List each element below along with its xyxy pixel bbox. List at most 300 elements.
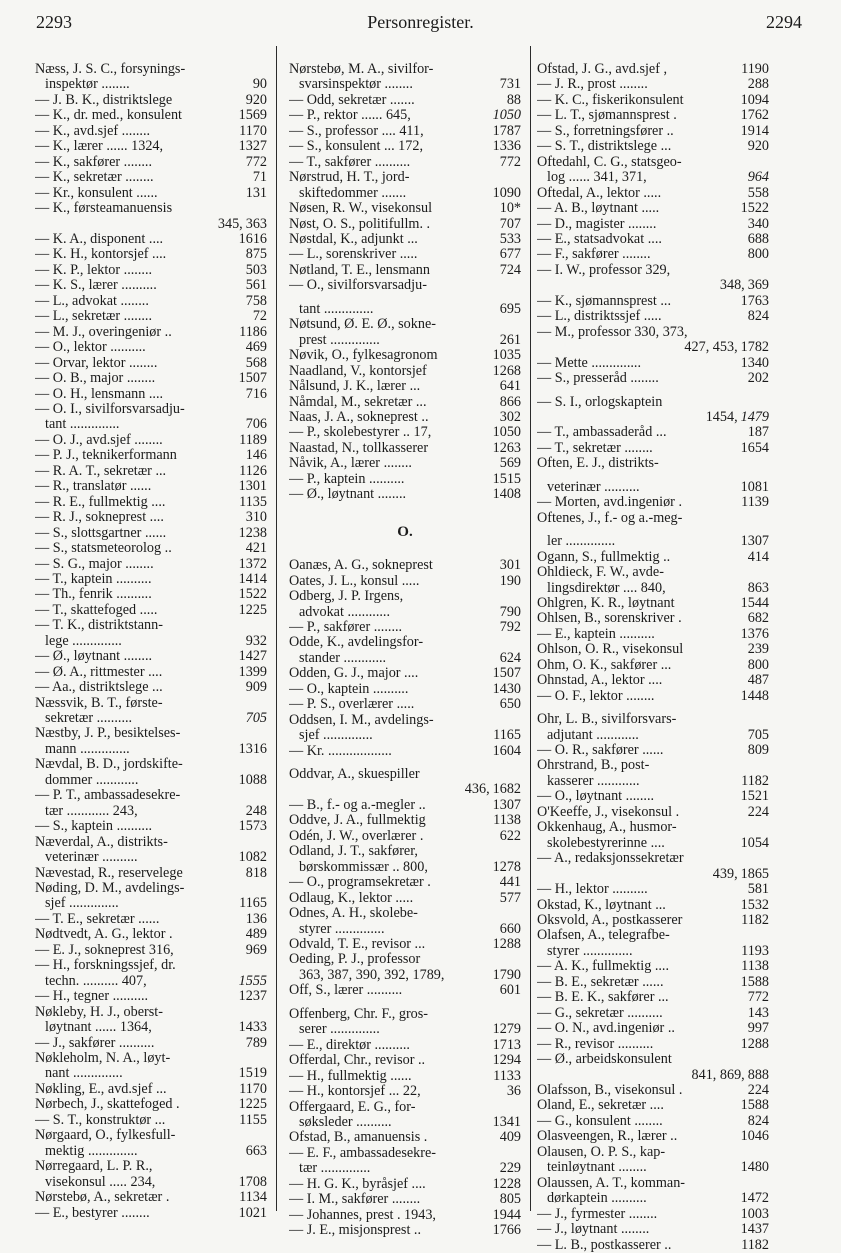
entry-text: mann .............. xyxy=(45,741,130,757)
entry-text: — T., sakfører .......... xyxy=(289,154,411,170)
register-entry xyxy=(289,1038,521,1053)
entry-text: — Aa., distriktslege ... xyxy=(35,680,163,696)
register-entry xyxy=(289,1069,521,1084)
entry-page-number: 650 xyxy=(499,696,521,713)
entry-page-number: 792 xyxy=(499,618,521,635)
entry-text: dørkaptein .......... xyxy=(547,1191,647,1207)
register-entry xyxy=(35,155,267,170)
entry-text: — E., kaptein .......... xyxy=(537,626,655,642)
register-column-1 xyxy=(35,62,267,1221)
entry-text: log ...... 341, 371, xyxy=(547,170,647,186)
register-entry xyxy=(537,340,769,355)
register-entry xyxy=(537,689,769,704)
register-entry xyxy=(289,952,521,967)
entry-text: — L., sorenskriver ..... xyxy=(289,247,418,263)
entry-page-number: 1573 xyxy=(238,818,267,835)
entry-text: — E., statsadvokat .... xyxy=(537,231,662,247)
register-entry xyxy=(35,773,267,788)
register-entry xyxy=(537,77,769,92)
entry-text: Offerdal, Chr., revisor .. xyxy=(289,1053,426,1069)
entry-page-number: 1316 xyxy=(238,740,267,757)
register-entry xyxy=(289,108,521,123)
entry-text: Nåmdal, M., sekretær ... xyxy=(289,394,427,410)
entry-text: styrer .............. xyxy=(547,943,633,959)
register-entry xyxy=(537,124,769,139)
register-entry xyxy=(35,1128,267,1143)
register-entry xyxy=(537,1037,769,1052)
entry-text: Nøstdal, K., adjunkt ... xyxy=(289,231,418,247)
entry-page-number: 1268 xyxy=(492,362,521,379)
register-entry xyxy=(35,1051,267,1066)
entry-text: — Th., fenrik .......... xyxy=(35,587,152,603)
register-entry xyxy=(35,402,267,417)
entry-text: — S. G., major ........ xyxy=(35,556,154,572)
entry-text: — H., tegner .......... xyxy=(35,989,149,1005)
entry-page-number: 1138 xyxy=(741,958,769,975)
entry-page-number: 239 xyxy=(747,641,769,658)
entry-text: — K., lærer ...... 1324, xyxy=(35,139,164,155)
entry-text: — M., professor 330, 373, xyxy=(537,324,688,340)
entry-page-number: 1138 xyxy=(493,812,521,829)
entry-page-number: 441 xyxy=(499,874,521,891)
register-entry xyxy=(35,680,267,695)
entry-text: Nørstebø, A., sekretær . xyxy=(35,1190,170,1206)
register-entry xyxy=(35,448,267,463)
entry-text: — P., skolebestyrer .. 17, xyxy=(289,425,432,441)
entry-page-number: 1507 xyxy=(492,665,521,682)
register-entry xyxy=(289,1100,521,1115)
entry-page-number: 1341 xyxy=(492,1114,521,1130)
entry-page-number: 724 xyxy=(499,261,521,278)
register-entry xyxy=(35,247,267,262)
entry-page-number: 1569 xyxy=(238,107,267,124)
entry-text: — S. T., distriktslege ... xyxy=(537,139,672,155)
entry-page-number: 1430 xyxy=(492,680,521,697)
register-entry xyxy=(537,913,769,928)
entry-text: — G., konsulent ........ xyxy=(537,1113,663,1129)
register-entry xyxy=(289,1007,521,1022)
register-entry xyxy=(537,1207,769,1222)
register-entry xyxy=(289,728,521,743)
entry-text: Odlaug, K., lektor ..... xyxy=(289,890,414,906)
entry-page-number: 1237 xyxy=(238,988,267,1005)
entry-text: — J. R., prost ........ xyxy=(537,77,648,93)
register-entry xyxy=(35,989,267,1004)
entry-text: — R. E., fullmektig .... xyxy=(35,494,166,510)
register-entry xyxy=(289,456,521,471)
register-entry xyxy=(35,634,267,649)
register-entry xyxy=(35,77,267,92)
entry-text: Nøkleholm, N. A., løyt- xyxy=(35,1051,171,1066)
register-entry xyxy=(537,658,769,673)
entry-text: — O. R., sakfører ...... xyxy=(537,743,664,759)
entry-page-number: 1865 xyxy=(740,865,769,882)
register-entry xyxy=(537,108,769,123)
entry-text: — A. K., fullmektig .... xyxy=(537,959,670,975)
register-entry xyxy=(289,317,521,332)
register-entry xyxy=(289,155,521,170)
entry-page-number: 677 xyxy=(499,246,521,263)
entry-text: Nøsen, R. W., visekonsul xyxy=(289,201,433,217)
entry-text: Nødtvedt, A. G., lektor . xyxy=(35,927,173,943)
entry-text: Oftedahl, C. G., statsgeo- xyxy=(537,154,682,170)
register-entry xyxy=(35,711,267,726)
entry-page-number: 288 xyxy=(747,76,769,93)
register-entry xyxy=(289,744,521,759)
register-entry xyxy=(537,1129,769,1144)
register-entry xyxy=(35,510,267,525)
register-entry xyxy=(289,395,521,410)
column-divider xyxy=(276,46,277,1211)
entry-page-number: 88 xyxy=(506,91,521,108)
register-entry xyxy=(537,356,769,371)
entry-text: — I. M., sakfører ........ xyxy=(289,1192,421,1208)
entry-text: — I. W., professor 329, xyxy=(537,262,671,278)
register-entry xyxy=(35,788,267,803)
entry-text: Odden, G. J., major .... xyxy=(289,666,419,682)
register-entry xyxy=(289,829,521,844)
entry-text: — S., konsulent ... 172, xyxy=(289,139,423,155)
page-title: Personregister. xyxy=(367,12,474,32)
register-entry xyxy=(289,379,521,394)
register-entry xyxy=(35,866,267,881)
register-entry xyxy=(35,1082,267,1097)
entry-page-number: 1126 xyxy=(239,462,267,479)
register-entry xyxy=(537,712,769,727)
entry-text: Olasveengen, R., lærer .. xyxy=(537,1129,678,1145)
register-entry xyxy=(289,217,521,232)
register-entry xyxy=(35,881,267,896)
register-entry xyxy=(537,495,769,510)
register-entry xyxy=(289,263,521,278)
entry-text: veterinær .......... xyxy=(547,479,640,495)
register-entry xyxy=(537,820,769,835)
register-entry xyxy=(35,757,267,772)
entry-page-number: 409 xyxy=(499,1129,521,1146)
entry-text: nant .............. xyxy=(45,1066,123,1082)
entry-text: — Ø., løytnant ........ xyxy=(289,487,407,503)
entry-text: Nøvik, O., fylkesagronom xyxy=(289,348,438,364)
entry-text: Odvald, T. E., revisor ... xyxy=(289,937,426,953)
entry-page-number: 414 xyxy=(747,548,769,565)
entry-text: — B. E. K., sakfører ... xyxy=(537,990,669,1006)
entry-page-number: 1588 xyxy=(740,1097,769,1114)
entry-text: sjef .............. xyxy=(299,728,373,744)
entry-page-number: 758 xyxy=(245,292,267,309)
entry-text: — F., sakfører ........ xyxy=(537,247,651,263)
register-entry xyxy=(537,774,769,789)
register-entry xyxy=(537,371,769,386)
register-entry xyxy=(537,1021,769,1036)
entry-page-number: 824 xyxy=(747,308,769,325)
register-entry xyxy=(289,186,521,201)
entry-text: — T., sekretær ........ xyxy=(537,440,653,456)
entry-text: Ofstad, J. G., avd.sjef , xyxy=(537,62,668,77)
register-entry xyxy=(289,441,521,456)
entry-text: Nævdal, B. D., jordskifte- xyxy=(35,757,183,773)
entry-text: Næverdal, A., distrikts- xyxy=(35,834,168,850)
register-entry xyxy=(289,410,521,425)
entry-text: Naadland, V., kontorsjef xyxy=(289,363,427,379)
register-entry xyxy=(35,1005,267,1020)
register-entry xyxy=(537,565,769,580)
entry-page-number: 1170 xyxy=(239,1080,267,1097)
entry-page-number: 224 xyxy=(747,1082,769,1098)
entry-page-number: 818 xyxy=(245,864,267,881)
register-entry xyxy=(289,1161,521,1176)
register-entry xyxy=(35,572,267,587)
register-entry xyxy=(289,124,521,139)
entry-page-number: 809 xyxy=(747,742,769,759)
entry-page-number: 369 xyxy=(747,277,769,294)
entry-text: — E., bestyrer ........ xyxy=(35,1205,150,1221)
entry-text: Nævestad, R., reservelege xyxy=(35,865,183,881)
entry-text: sjef .............. xyxy=(45,896,119,912)
entry-page-number: 1340 xyxy=(740,354,769,371)
register-entry xyxy=(35,294,267,309)
entry-page-number: 187 xyxy=(747,424,769,441)
entry-page-number: 1555 xyxy=(238,972,267,989)
entry-text: børskommissær .. 800, xyxy=(299,859,428,875)
entry-page-number: 1225 xyxy=(238,601,267,618)
entry-page-number: 731 xyxy=(499,76,521,93)
entry-page-number: 1522 xyxy=(740,200,769,217)
entry-text: Ohlsen, B., sorenskriver . xyxy=(537,611,682,627)
entry-text: — S. I., orlogskaptein xyxy=(537,394,663,410)
register-entry xyxy=(537,325,769,340)
entry-text: Odberg, J. P. Irgens, xyxy=(289,589,404,605)
entry-text: 345, xyxy=(217,216,243,232)
register-entry xyxy=(537,186,769,201)
register-entry xyxy=(537,789,769,804)
entry-page-number: 1708 xyxy=(238,1173,267,1190)
entry-text: Næssvik, B. T., første- xyxy=(35,695,163,711)
register-entry xyxy=(537,217,769,232)
entry-page-number: 1193 xyxy=(741,942,769,959)
entry-page-number: 601 xyxy=(499,982,521,999)
entry-page-number: 1170 xyxy=(239,122,267,139)
register-entry xyxy=(537,263,769,278)
entry-text: — H., fullmektig ...... xyxy=(289,1068,412,1084)
register-entry xyxy=(35,139,267,154)
entry-text: Ohnstad, A., lektor .... xyxy=(537,673,663,689)
register-entry xyxy=(35,958,267,973)
entry-text: svarsinspektør ........ xyxy=(299,77,413,93)
register-entry xyxy=(289,278,521,293)
register-entry xyxy=(35,726,267,741)
register-entry xyxy=(537,441,769,456)
entry-page-number: 72 xyxy=(252,308,267,325)
entry-text: mektig .............. xyxy=(45,1143,138,1159)
register-entry xyxy=(537,1238,769,1253)
entry-page-number: 302 xyxy=(499,408,521,425)
entry-page-number: 800 xyxy=(747,246,769,263)
register-entry xyxy=(537,1006,769,1021)
register-entry xyxy=(537,1191,769,1206)
register-entry xyxy=(35,93,267,108)
register-entry xyxy=(289,635,521,650)
register-entry xyxy=(35,1066,267,1081)
entry-text: Oeding, P. J., professor xyxy=(289,952,421,968)
register-entry xyxy=(289,860,521,875)
register-entry xyxy=(35,186,267,201)
entry-text: — O., sivilforsvarsadju- xyxy=(289,278,427,294)
entry-text: lingsdirektør .... 840, xyxy=(547,580,666,596)
entry-text: — K., sjømannsprest ... xyxy=(537,293,671,309)
entry-page-number: 1790 xyxy=(492,966,521,983)
entry-page-number: 1139 xyxy=(741,494,769,511)
entry-page-number: 1021 xyxy=(238,1204,267,1221)
entry-page-number: 1507 xyxy=(238,370,267,387)
entry-page-number: 1225 xyxy=(238,1096,267,1113)
entry-text: veterinær .......... xyxy=(45,850,138,866)
register-entry xyxy=(289,302,521,317)
register-entry xyxy=(537,805,769,820)
register-entry xyxy=(537,959,769,974)
entry-text: Off, S., lærer .......... xyxy=(289,983,403,999)
entry-page-number: 1336 xyxy=(492,138,521,155)
entry-page-number: 261 xyxy=(499,331,521,348)
entry-text: — K., dr. med., konsulent xyxy=(35,108,182,124)
entry-text: — R., translatør ...... xyxy=(35,479,152,495)
register-entry xyxy=(537,728,769,743)
entry-text: — R., revisor .......... xyxy=(537,1036,654,1052)
register-entry xyxy=(537,1222,769,1237)
entry-text: Ohr, L. B., sivilforsvars- xyxy=(537,712,677,728)
entry-text: — S., statsmeteorolog .. xyxy=(35,541,172,557)
entry-page-number: 569 xyxy=(499,455,521,472)
entry-text: Nåvik, A., lærer ........ xyxy=(289,456,412,472)
register-entry xyxy=(35,62,267,77)
entry-text: Olausen, O. P. S., kap- xyxy=(537,1144,666,1160)
register-entry xyxy=(35,201,267,216)
register-entry xyxy=(35,170,267,185)
register-entry xyxy=(35,356,267,371)
entry-text: — O., kaptein .......... xyxy=(289,681,409,697)
register-entry xyxy=(537,232,769,247)
entry-text: — O. F., lektor ........ xyxy=(537,688,655,704)
entry-text: Nørbech, J., skattefoged . xyxy=(35,1097,180,1113)
register-entry xyxy=(289,651,521,666)
register-entry xyxy=(537,62,769,77)
entry-text: styrer .............. xyxy=(299,921,385,937)
register-entry xyxy=(289,875,521,890)
register-entry xyxy=(289,1130,521,1145)
entry-text: stander ............ xyxy=(299,650,387,666)
entry-text: 1454, xyxy=(705,409,738,425)
entry-page-number: 969 xyxy=(245,941,267,958)
entry-page-number: 90 xyxy=(252,76,267,93)
register-entry xyxy=(537,867,769,882)
entry-page-number: 1437 xyxy=(740,1221,769,1238)
entry-text: ler .............. xyxy=(547,534,616,550)
register-entry xyxy=(35,124,267,139)
entry-page-number: 577 xyxy=(499,889,521,906)
entry-page-number: 1399 xyxy=(238,663,267,680)
entry-text: — H., kontorsjef ... 22, xyxy=(289,1084,421,1100)
register-entry xyxy=(537,480,769,495)
entry-page-number: 1190 xyxy=(741,61,769,77)
register-entry xyxy=(289,906,521,921)
entry-page-number: 1766 xyxy=(492,1222,521,1239)
register-entry xyxy=(537,410,769,425)
entry-page-number: 1165 xyxy=(493,727,521,744)
entry-page-number: 1189 xyxy=(239,431,267,448)
entry-page-number: 706 xyxy=(245,416,267,433)
entry-page-number: 1944 xyxy=(492,1206,521,1223)
entry-text: techn. .......... 407, xyxy=(45,973,147,989)
register-entry xyxy=(537,294,769,309)
entry-text: — K., sakfører ........ xyxy=(35,154,153,170)
entry-text: serer .............. xyxy=(299,1022,380,1038)
entry-text: — H., lektor .......... xyxy=(537,882,648,898)
entry-page-number: 707 xyxy=(499,215,521,232)
entry-page-number: 568 xyxy=(245,354,267,371)
entry-text: — P. T., ambassadesekre- xyxy=(35,788,181,804)
entry-text: Oland, E., sekretær .... xyxy=(537,1098,664,1114)
entry-page-number: 772 xyxy=(245,153,267,170)
entry-text: Ofstad, B., amanuensis . xyxy=(289,1130,428,1146)
register-entry xyxy=(35,1190,267,1205)
register-entry xyxy=(289,937,521,952)
register-entry xyxy=(289,1115,521,1130)
entry-page-number: 190 xyxy=(499,572,521,589)
entry-text: — O. J., avd.sjef ........ xyxy=(35,432,163,448)
entry-text: — A., redaksjonssekretær xyxy=(537,851,684,867)
entry-text: — K., avd.sjef ........ xyxy=(35,123,151,139)
entry-page-number: 248 xyxy=(245,802,267,819)
entry-text: — H., forskningssjef, dr. xyxy=(35,958,176,974)
register-entry xyxy=(537,511,769,526)
entry-page-number: 1279 xyxy=(492,1021,521,1038)
register-entry xyxy=(35,587,267,602)
register-entry xyxy=(289,767,521,782)
entry-text: — O., løytnant ........ xyxy=(537,789,655,805)
register-entry xyxy=(35,896,267,911)
register-entry xyxy=(537,155,769,170)
entry-text: — T., kaptein .......... xyxy=(35,571,152,587)
entry-page-number: 790 xyxy=(499,603,521,620)
section-letter: O. xyxy=(397,523,413,540)
entry-page-number: 1480 xyxy=(740,1159,769,1176)
entry-page-number: 1003 xyxy=(740,1205,769,1222)
entry-text: Naas, J. A., sokneprest .. xyxy=(289,409,429,425)
entry-text: — K. H., kontorsjef .... xyxy=(35,247,167,263)
entry-text: Nørregaard, L. P. R., xyxy=(35,1159,153,1175)
entry-text: — O., lektor .......... xyxy=(35,340,146,356)
register-entry xyxy=(289,682,521,697)
register-entry xyxy=(289,983,521,998)
entry-text: Næstby, J. P., besiktelses- xyxy=(35,726,181,742)
register-column-3 xyxy=(537,62,769,1253)
entry-text: inspektør ........ xyxy=(45,77,130,93)
register-entry xyxy=(537,758,769,773)
register-entry xyxy=(35,912,267,927)
entry-page-number: 695 xyxy=(499,300,521,317)
entry-page-number: 805 xyxy=(499,1191,521,1208)
entry-text: søksleder .......... xyxy=(299,1115,392,1130)
entry-text: Ohldieck, F. W., avde- xyxy=(537,565,664,581)
register-entry xyxy=(289,922,521,937)
entry-page-number: 1155 xyxy=(239,1111,267,1128)
entry-text: tær .............. xyxy=(299,1161,371,1177)
entry-page-number: 1301 xyxy=(238,478,267,495)
entry-text: dommer ............ xyxy=(45,772,139,788)
entry-page-number: 1521 xyxy=(740,788,769,805)
entry-page-number: 1372 xyxy=(238,555,267,572)
register-entry xyxy=(35,387,267,402)
entry-text: — K., sekretær ........ xyxy=(35,170,154,186)
